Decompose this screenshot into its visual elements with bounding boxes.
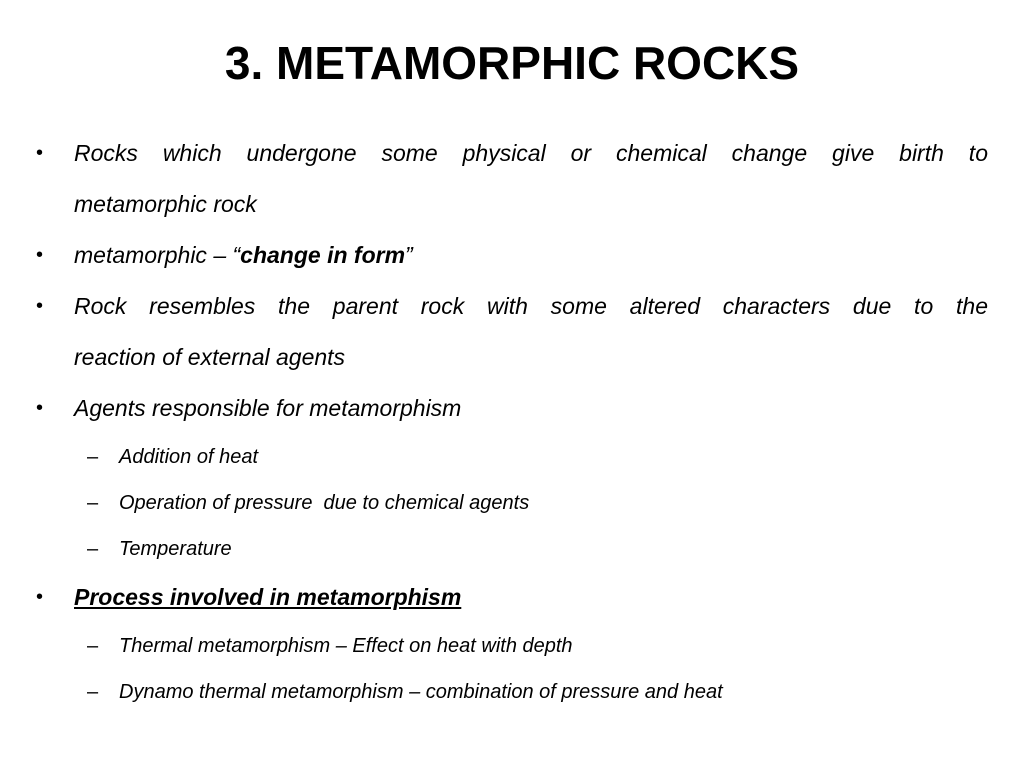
- bullet-text-line1: Rock resembles the parent rock with some altered characters due to the: [74, 293, 988, 319]
- dash-icon: –: [87, 446, 99, 468]
- sub-item-text: Thermal metamorphism – Effect on heat with depth: [119, 635, 573, 657]
- bullet-item-rocks-change: [36, 128, 988, 230]
- bullet-icon: •: [36, 142, 44, 164]
- sub-item-text: Temperature: [119, 538, 232, 560]
- bullet-item-metamorphic-definition: [36, 230, 988, 281]
- bullet-text-line1: Rocks which undergone some physical or chemical change give birth to: [74, 140, 988, 166]
- definition-emphasis: change in form: [240, 242, 406, 268]
- sub-item-thermal: [36, 623, 988, 669]
- bullet-list: [36, 128, 988, 715]
- bullet-text-line2: reaction of external agents: [74, 344, 346, 370]
- sub-item-text: Operation of pressure due to chemical agents: [119, 492, 530, 514]
- sub-item-heat: [36, 434, 988, 480]
- slide-title: 3. METAMORPHIC ROCKS: [224, 37, 800, 89]
- bullet-item-parent-rock: [36, 281, 988, 383]
- bullet-text-heading: Process involved in metamorphism: [74, 584, 462, 610]
- bullet-text-line2: metamorphic rock: [74, 191, 257, 217]
- sub-item-text: Dynamo thermal metamorphism – combination of pressure and heat: [119, 681, 723, 703]
- sub-item-temperature: [36, 526, 988, 572]
- bullet-icon: •: [36, 586, 44, 608]
- sub-item-pressure: [36, 480, 988, 526]
- bullet-icon: •: [36, 397, 44, 419]
- definition-suffix: ”: [405, 242, 413, 268]
- sub-item-text: Addition of heat: [119, 446, 258, 468]
- bullet-icon: •: [36, 295, 44, 317]
- bullet-item-process: [36, 572, 988, 623]
- bullet-item-agents: [36, 383, 988, 434]
- sub-item-dynamo: [36, 669, 988, 715]
- dash-icon: –: [87, 635, 99, 657]
- bullet-icon: •: [36, 244, 44, 266]
- dash-icon: –: [87, 492, 99, 514]
- definition-prefix: metamorphic – “: [74, 242, 241, 268]
- dash-icon: –: [87, 681, 99, 703]
- bullet-text: Agents responsible for metamorphism: [74, 395, 462, 421]
- dash-icon: –: [87, 538, 99, 560]
